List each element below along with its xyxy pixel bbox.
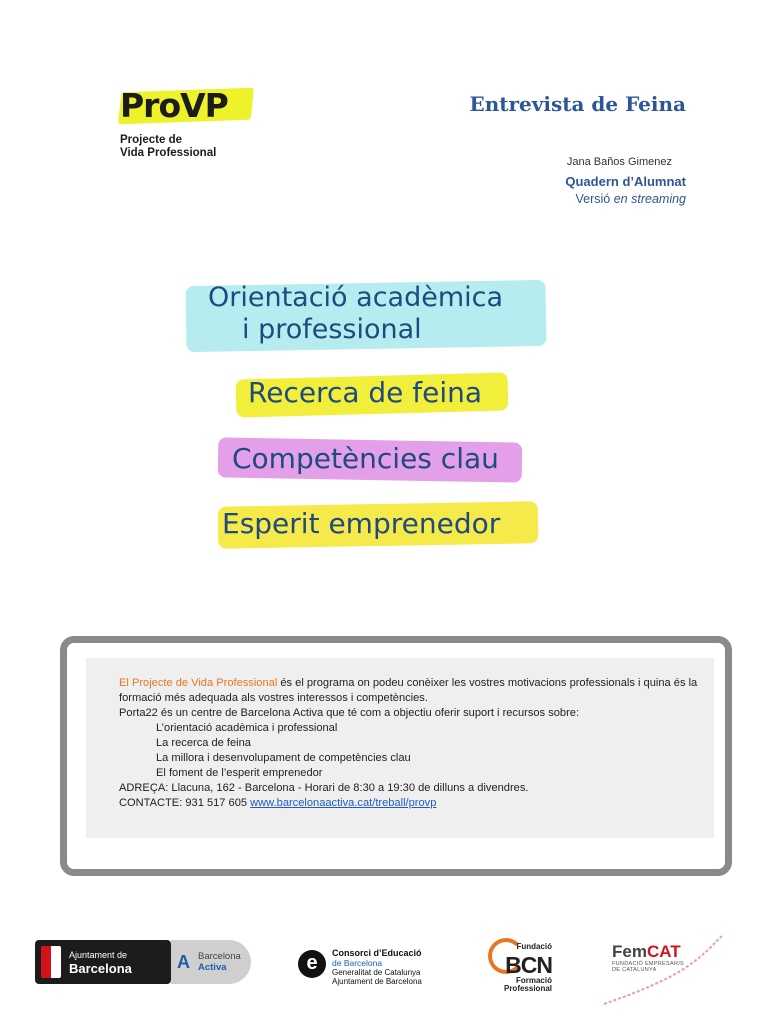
list-item: La recerca de feina	[156, 737, 251, 749]
consorci-line2: de Barcelona	[332, 958, 383, 968]
intro-rest: és el programa on podeu conèixer les vostres motivacions professionals i quina és la formació més adequada als vostres interessos i competències.	[119, 677, 698, 704]
barcelona-crest-icon	[41, 946, 61, 978]
consorci-line4: Ajuntament de Barcelona	[332, 977, 422, 986]
document-title: Entrevista de Feina	[469, 92, 686, 116]
consorci-line3: Generalitat de Catalunya	[332, 968, 421, 977]
list-item: La millora i desenvolupament de competències clau	[156, 752, 411, 764]
fundacio-bcn-logo	[488, 934, 554, 994]
info-text	[119, 676, 699, 811]
consorci-e-icon: e	[298, 950, 326, 978]
program-name: El Projecte de Vida Professional	[119, 677, 278, 689]
provp-link[interactable]: www.barcelonaactiva.cat/treball/provp	[250, 797, 437, 809]
list-item: L’orientació acadèmica i professional	[156, 722, 338, 734]
contact-phone: CONTACTE: 931 517 605	[119, 797, 251, 809]
provp-logo	[118, 86, 268, 166]
ajuntament-barcelona-activa-logo	[35, 940, 251, 984]
version-mode: en streaming	[613, 192, 686, 206]
femcat-prefix: Fem	[612, 942, 647, 961]
femcat-line2: DE CATALUNYA	[612, 967, 657, 973]
list-item: El foment de l’esperit emprenedor	[156, 767, 323, 779]
author-name: Jana Baños Gimenez	[566, 156, 672, 168]
femcat-logo	[598, 930, 728, 1010]
fundacio-line4: Professional	[503, 984, 552, 993]
version-prefix: Versió	[575, 192, 611, 206]
femcat-line1: FUNDACIÓ EMPRESARIS	[612, 961, 685, 967]
ajuntament-line1: Ajuntament de	[69, 950, 128, 960]
topic-entrepreneurship: Esperit emprenedor	[222, 507, 501, 540]
consorci-educacio-logo	[298, 948, 428, 988]
femcat-suffix: CAT	[646, 942, 681, 961]
femcat-wordmark	[612, 942, 681, 962]
ajuntament-line2: Barcelona	[69, 961, 132, 976]
intro-paragraph	[119, 676, 699, 706]
porta22-paragraph: Porta22 és un centre de Barcelona Activa que té com a objectiu oferir suport i recursos sobre:	[119, 707, 580, 719]
fundacio-line2: BCN	[505, 952, 552, 978]
address-line: ADREÇA: Llacuna, 162 - Barcelona - Horari de 8:30 a 19:30 de dilluns a divendres.	[119, 782, 529, 794]
logo-subtitle-line1: Projecte de	[120, 134, 182, 146]
logo-subtitle-line2: Vida Professional	[120, 147, 217, 159]
barcelona-activa-line2: Activa	[198, 962, 227, 973]
fundacio-line1: Fundació	[516, 942, 552, 951]
topic-job-search: Recerca de feina	[248, 376, 483, 409]
contact-line	[119, 796, 699, 811]
version-label	[576, 192, 687, 206]
barcelona-activa-line1: Barcelona	[198, 951, 241, 962]
topic-key-skills: Competències clau	[232, 442, 499, 475]
logo-name: ProVP	[120, 86, 228, 125]
notebook-label: Quadern d’Alumnat	[565, 174, 686, 189]
barcelona-activa-a-icon: A	[177, 952, 190, 972]
consorci-line1: Consorci d’Educació	[332, 948, 422, 958]
fundacio-line3: Formació	[515, 976, 552, 985]
topic-orientation-line1: Orientació acadèmica	[208, 282, 504, 313]
topic-orientation-line2: i professional	[242, 314, 422, 345]
